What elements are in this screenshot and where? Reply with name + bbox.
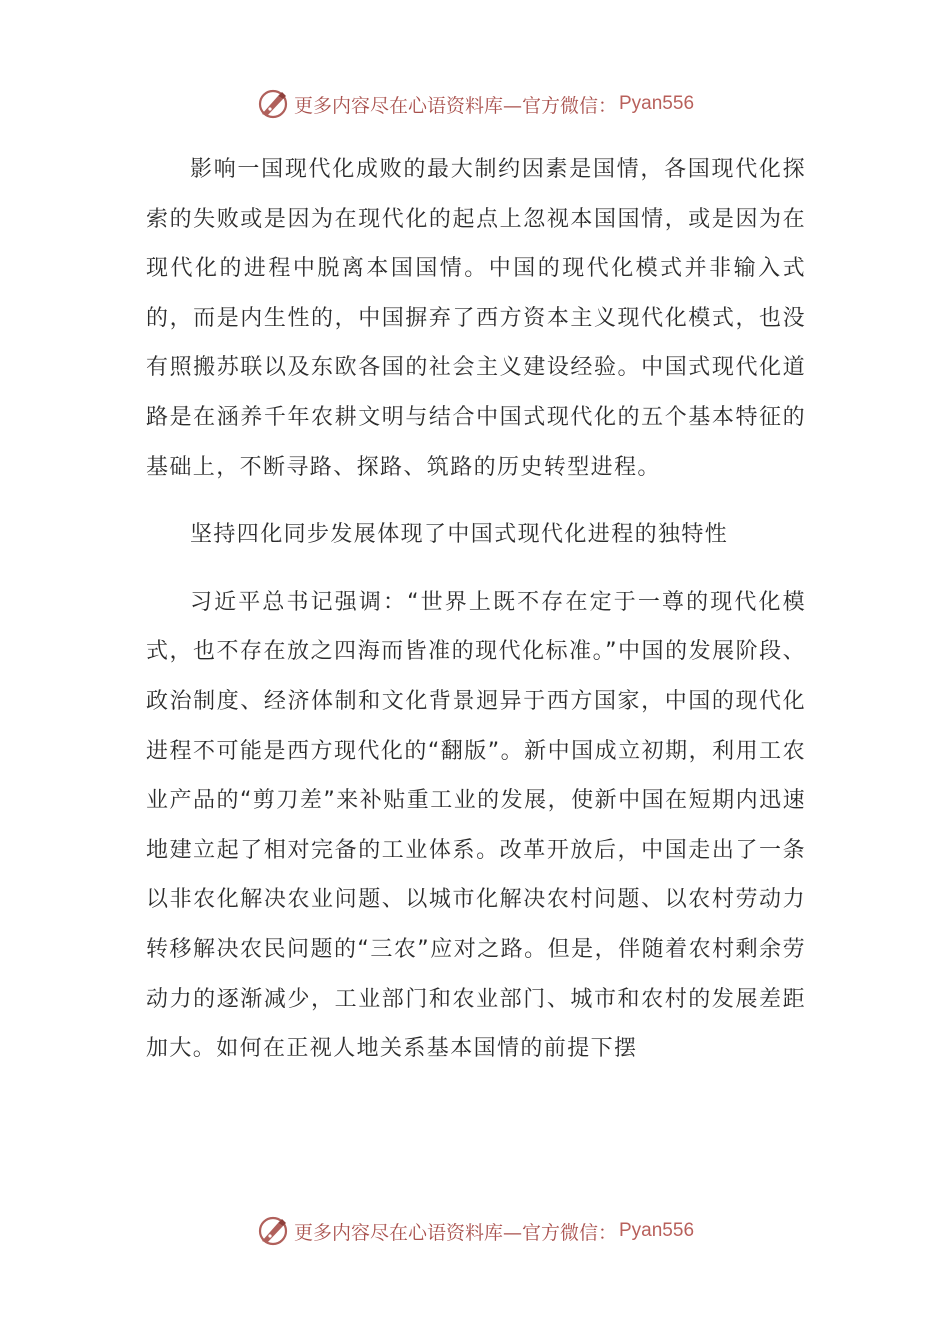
footer-watermark-banner — [0, 1211, 950, 1251]
document-body — [146, 145, 806, 1074]
header-watermark-banner — [0, 84, 950, 124]
banner-text: 更多内容尽在心语资料库—官方微信： — [293, 94, 617, 117]
paragraph-1: 影响一国现代化成败的最大制约因素是国情，各国现代化探索的失败或是因为在现代化的起点上忽视本国国情，或是因为在现代化的进程中脱离本国国情。中国的现代化模式并非输入式的，而是内生性的，中国摒弃了西方资本主义现代化模式，也没有照搬苏联以及东欧各国的社会主义建设经验。中国式现代化道路是在涵养千年农耕文明与结合中国式现代化的五个基本特征的基础上，不断寻路、探路、筑路的历史转型进程。 — [146, 157, 806, 480]
paragraph-2: 习近平总书记强调：“世界上既不存在定于一尊的现代化模式，也不存在放之四海而皆准的现代化标准。”中国的发展阶段、政治制度、经济体制和文化背景迥异于西方国家，中国的现代化进程不可能是西方现代化的“翻版”。新中国成立初期，利用工农业产品的“剪刀差”来补贴重工业的发展，使新中国在短期内迅速地建立起了相对完备的工业体系。改革开放后，中国走出了一条以非农化解决农业问题、以城市化解决农村问题、以农村劳动力转移解决农民问题的“三农”应对之路。但是，伴随着农村剩余劳动力的逐渐减少，工业部门和农业部门、城市和农村的发展差距加大。如何在正视人地关系基本国情的前提下摆 — [146, 589, 806, 1062]
banner-wechat-handle: Pyan556 — [619, 93, 695, 114]
banner-text: 更多内容尽在心语资料库—官方微信： — [293, 1221, 617, 1244]
pen-nib-logo-icon — [256, 87, 290, 121]
pen-nib-logo-icon — [256, 1214, 290, 1248]
banner-wechat-handle: Pyan556 — [619, 1220, 695, 1241]
section-heading: 坚持四化同步发展体现了中国式现代化进程的独特性 — [190, 522, 729, 548]
